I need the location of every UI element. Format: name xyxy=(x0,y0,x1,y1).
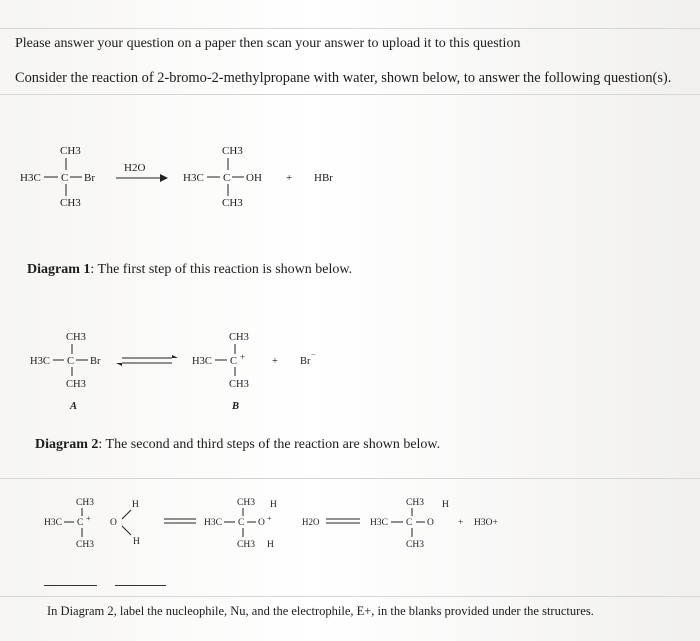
ch3-bottom: CH3 xyxy=(237,540,255,550)
equilibrium-arrow xyxy=(116,363,122,366)
oxonium-h: H xyxy=(267,540,274,550)
ch3-top: CH3 xyxy=(66,332,86,343)
ch3-top: CH3 xyxy=(76,498,94,508)
reaction-arrow xyxy=(160,174,168,182)
central-c: C xyxy=(67,356,75,367)
h3c-left: H3C xyxy=(204,518,222,528)
h3c-left: H3C xyxy=(44,518,62,528)
water-species: H2O xyxy=(302,517,320,527)
oxonium-o: O xyxy=(258,518,265,528)
alcohol-h: H xyxy=(442,500,449,510)
ch3-bottom: CH3 xyxy=(66,379,86,390)
ch3-bottom: CH3 xyxy=(222,197,243,209)
central-c: C xyxy=(223,172,231,184)
water-h: H xyxy=(133,537,140,547)
diagram2-caption: Diagram 2: The second and third steps of the reaction are shown below. xyxy=(35,437,441,452)
ch3-top: CH3 xyxy=(237,498,255,508)
ch3-top: CH3 xyxy=(406,498,424,508)
ch3-top: CH3 xyxy=(229,332,249,343)
overall-reaction xyxy=(20,145,333,209)
plus-sign: + xyxy=(458,518,464,528)
plus-sign: + xyxy=(272,356,278,367)
reaction-intro: Consider the reaction of 2-bromo-2-methylpropane with water, shown below, to answer the following question(s). xyxy=(15,70,672,86)
carbocation-c: C xyxy=(77,518,84,528)
label-a: A xyxy=(70,401,78,412)
oxonium-h: H xyxy=(270,500,277,510)
label-b: B xyxy=(232,401,240,412)
oh-group: OH xyxy=(246,172,262,184)
water-h: H xyxy=(132,500,139,510)
br-atom: Br xyxy=(84,172,95,184)
ch3-bottom: CH3 xyxy=(76,540,94,550)
h3c-left: H3C xyxy=(370,518,388,528)
diagram2-scheme xyxy=(44,498,498,550)
central-c: C xyxy=(238,518,245,528)
ch3-top: CH3 xyxy=(60,145,81,157)
ch3-bottom: CH3 xyxy=(229,379,249,390)
ch3-bottom: CH3 xyxy=(406,540,424,550)
svg-text:+: + xyxy=(267,514,272,523)
h3c-left: H3C xyxy=(30,356,50,367)
hydronium: H3O+ xyxy=(474,518,498,528)
nucleophile-blank[interactable] xyxy=(44,585,97,586)
br-atom: Br xyxy=(90,356,101,367)
scan-instruction: Please answer your question on a paper then scan your answer to upload it to this question xyxy=(15,36,521,51)
diagram1-scheme xyxy=(30,332,316,412)
central-c: C xyxy=(406,518,413,528)
h3c-left: H3C xyxy=(20,172,41,184)
svg-text:+: + xyxy=(240,352,246,362)
reagent-water: H2O xyxy=(124,162,146,174)
plus-sign: + xyxy=(286,172,293,184)
alcohol-o: O xyxy=(427,518,434,528)
footer-instruction: In Diagram 2, label the nucleophile, Nu, and the electrophile, E+, in the blanks provided under the structures. xyxy=(47,604,594,618)
svg-text:+: + xyxy=(86,514,91,523)
h3c-left: H3C xyxy=(192,356,212,367)
central-c: C xyxy=(61,172,69,184)
h3c-left: H3C xyxy=(183,172,204,184)
svg-text:−: − xyxy=(311,350,316,359)
ch3-top: CH3 xyxy=(222,145,243,157)
bromide-ion: Br xyxy=(300,356,311,367)
hbr-product: HBr xyxy=(314,172,333,184)
electrophile-blank[interactable] xyxy=(115,585,166,586)
carbocation-c: C xyxy=(230,356,238,367)
diagram1-caption: Diagram 1: The first step of this reaction is shown below. xyxy=(27,262,353,277)
water-o: O xyxy=(110,518,117,528)
ch3-bottom: CH3 xyxy=(60,197,81,209)
